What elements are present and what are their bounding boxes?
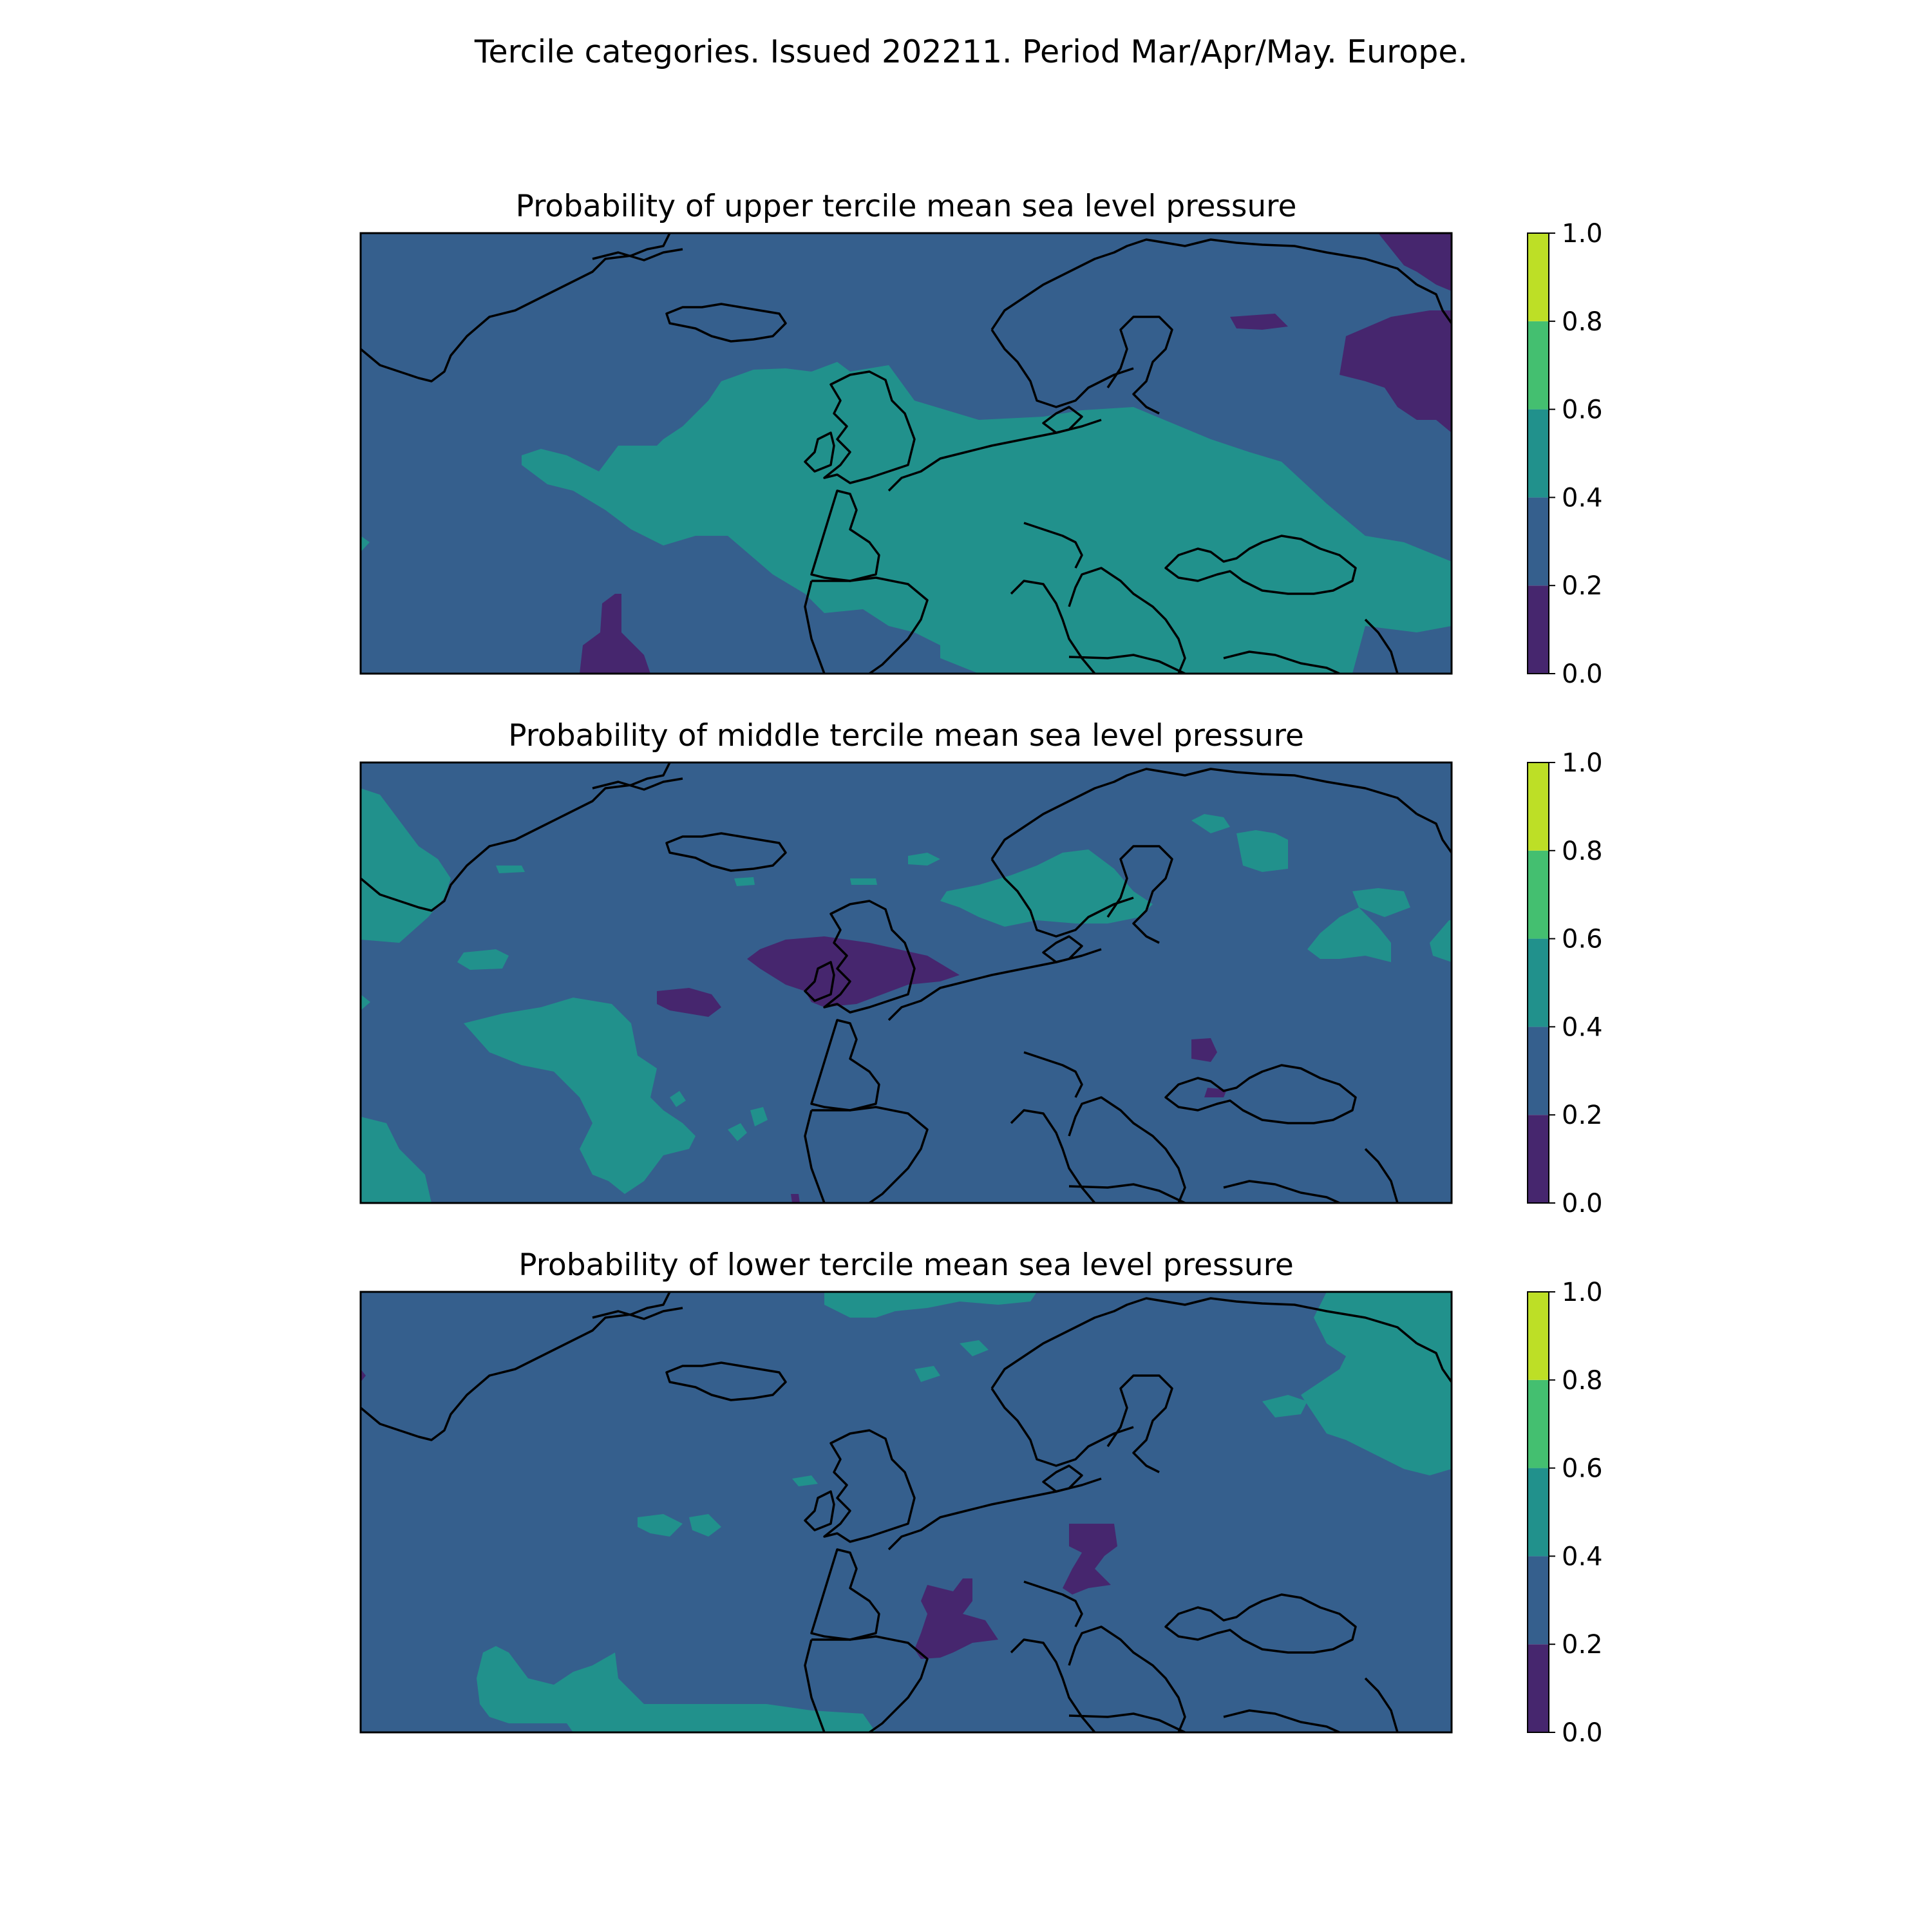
colorbar-segment: [1528, 762, 1549, 851]
colorbar-segment: [1528, 939, 1549, 1027]
map-panel-1: [361, 189, 1603, 697]
map-panel-3: [361, 1247, 1603, 1756]
colorbar-segment: [1528, 1556, 1549, 1644]
colorbar-tick-label: 0.4: [1562, 483, 1603, 513]
colorbar-tick-label: 0.6: [1562, 1454, 1603, 1484]
colorbar-tick-label: 0.4: [1562, 1542, 1603, 1572]
colorbar-tick-label: 1.0: [1562, 219, 1603, 249]
panel-title: Probability of lower tercile mean sea level pressure: [518, 1247, 1294, 1283]
colorbar-segment: [1528, 1292, 1549, 1380]
colorbar-segment: [1528, 1027, 1549, 1115]
colorbar-segment: [1528, 321, 1549, 410]
colorbar-segment: [1528, 497, 1549, 585]
colorbar-tick-label: 0.8: [1562, 307, 1603, 337]
probability-region: [457, 949, 509, 970]
panel-title: Probability of middle tercile mean sea level pressure: [508, 718, 1304, 753]
colorbar-tick-label: 0.0: [1562, 1189, 1603, 1218]
colorbar-tick-label: 0.0: [1562, 659, 1603, 689]
colorbar-segment: [1528, 1468, 1549, 1557]
panel-title: Probability of upper tercile mean sea level pressure: [515, 189, 1297, 224]
colorbar-tick-label: 0.0: [1562, 1718, 1603, 1748]
colorbar-tick-label: 0.2: [1562, 1101, 1603, 1131]
probability-region: [850, 878, 877, 885]
colorbar-segment: [1528, 851, 1549, 939]
colorbar-segment: [1528, 1380, 1549, 1468]
probability-region: [734, 877, 755, 886]
colorbar-tick-label: 0.2: [1562, 571, 1603, 601]
colorbar-segment: [1528, 1644, 1549, 1732]
colorbar-tick-label: 0.8: [1562, 1365, 1603, 1396]
colorbar-segment: [1528, 585, 1549, 674]
colorbar-segment: [1528, 1115, 1549, 1203]
colorbar-segment: [1528, 233, 1549, 321]
figure-title: Tercile categories. Issued 202211. Period Mar/Apr/May. Europe.: [474, 33, 1468, 70]
colorbar-tick-label: 0.4: [1562, 1012, 1603, 1043]
colorbar-segment: [1528, 410, 1549, 498]
colorbar-tick-label: 0.8: [1562, 836, 1603, 866]
colorbar-tick-label: 0.2: [1562, 1630, 1603, 1660]
probability-region: [791, 1194, 800, 1203]
colorbar-tick-label: 1.0: [1562, 748, 1603, 778]
colorbar-tick-label: 0.6: [1562, 924, 1603, 954]
probability-region: [1236, 830, 1288, 872]
colorbar-tick-label: 0.6: [1562, 395, 1603, 425]
colorbar-tick-label: 1.0: [1562, 1278, 1603, 1307]
probability-region: [496, 866, 525, 873]
map-panel-2: [361, 718, 1603, 1226]
map-background-field: [361, 1292, 1452, 1732]
